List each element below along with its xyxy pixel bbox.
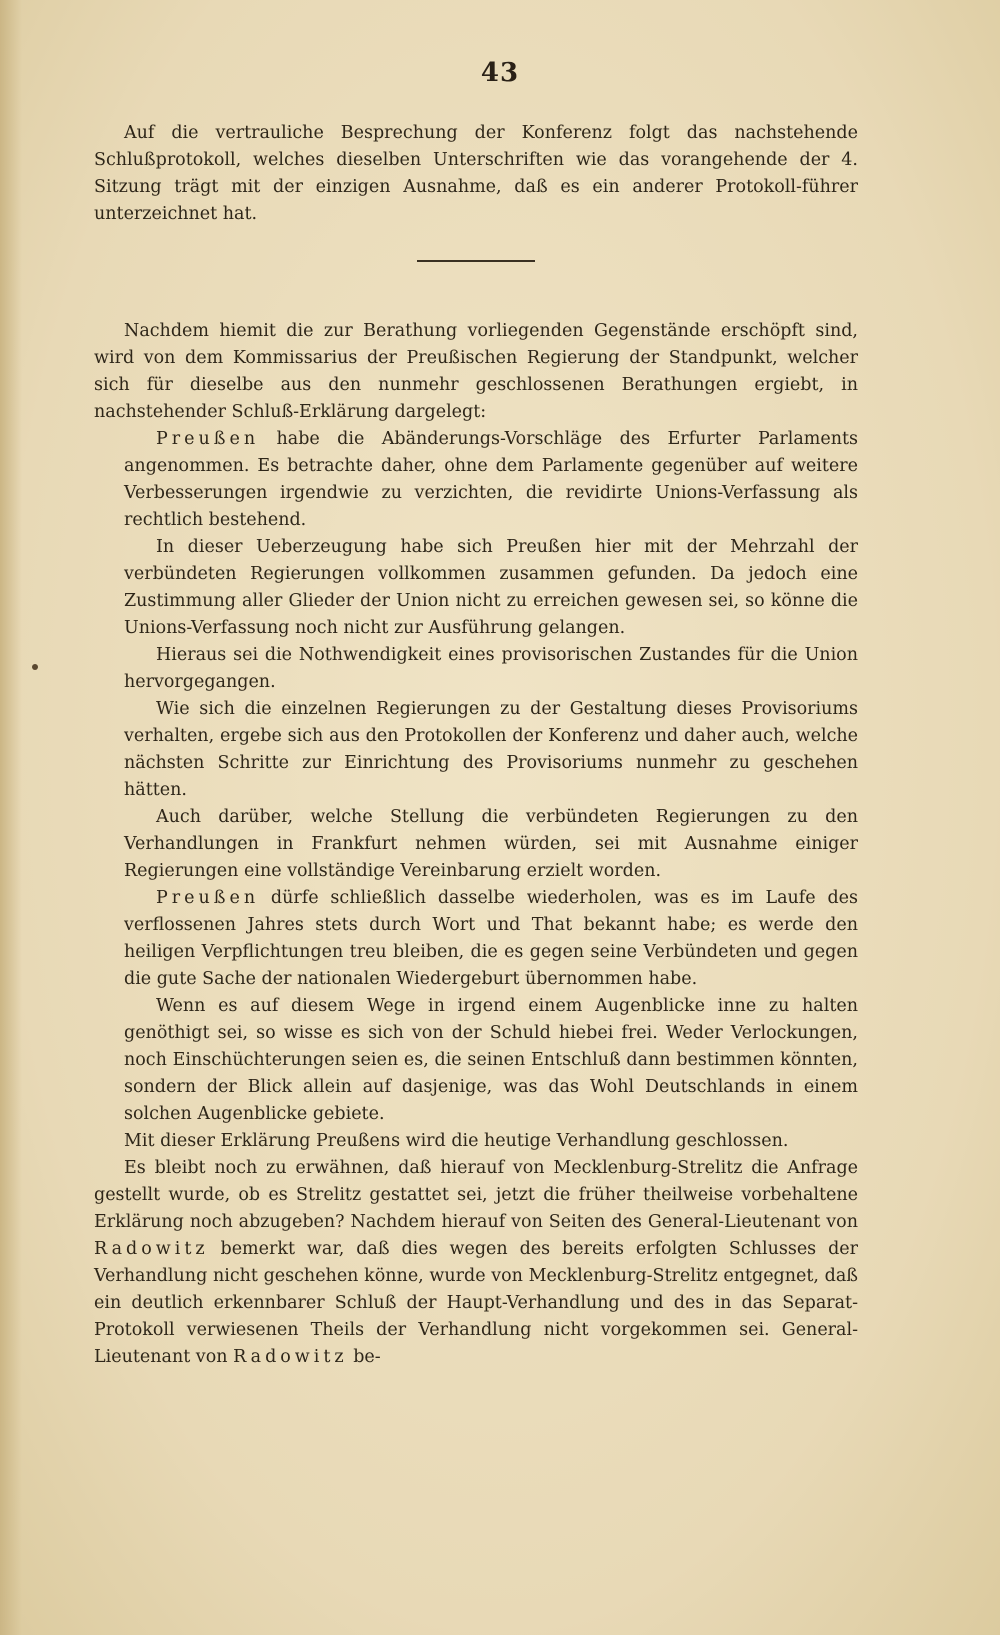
paragraph-mit-dieser: Mit dieser Erklärung Preußens wird die heutige Verhandlung geschlossen. — [124, 1131, 789, 1151]
paragraph-wenn: Wenn es auf diesem Wege in irgend einem Augenblicke inne zu halten genöthigt sei, so wisse es sich von der Schuld hiebei frei. Weder Verlockungen, noch Einschüchterungen seien es, die seinen Entschluß dann bestimmen könnten, sondern der Blick allein auf dasjenige, was das Wohl Deutschlands in einem solchen Augenblicke gebiete. — [124, 996, 858, 1124]
spaced-name-preussen: Preußen — [156, 888, 260, 908]
intro-paragraph: Auf die vertrauliche Besprechung der Konferenz folgt das nachstehende Schlußprotokoll, welches dieselben Unterschriften wie das vorangehende der 4. Sitzung trägt mit der einzigen Ausnahme, daß es ein anderer Protokoll-führer unterzeichnet hat. — [94, 123, 858, 224]
declaration-block — [94, 426, 858, 1128]
paragraph-hieraus: Hieraus sei die Nothwendigkeit eines provisorischen Zustandes für die Union hervorgegangen. — [124, 645, 858, 692]
paragraph-text: Es bleibt noch zu erwähnen, daß hierauf von Mecklenburg-Strelitz die Anfrage gestellt wurde, ob es Strelitz gestattet sei, jetzt die früher theilweise vorbehaltene Erklärung noch abzugeben? Nachdem hierauf von Seiten des General-Lieutenant von — [94, 1158, 858, 1232]
paragraph-nachdem: Nachdem hiemit die zur Berathung vorliegenden Gegenstände erschöpft sind, wird von dem Kommissarius der Preußischen Regierung der Standpunkt, welcher sich für dieselbe aus den nunmehr geschlossenen Berathungen ergiebt, in nachstehender Schluß-Erklärung dargelegt: — [94, 321, 858, 422]
paragraph-text: be- — [347, 1347, 381, 1367]
paragraph-strelitz — [94, 1155, 858, 1371]
paragraph-frankfurt: Auch darüber, welche Stellung die verbündeten Regierungen zu den Verhandlungen in Frankfurt nehmen würden, sei mit Ausnahme einiger Regierungen eine vollständige Vereinbarung erzielt worden. — [124, 807, 858, 881]
page-text — [94, 120, 858, 1371]
paragraph-ueberzeugung: In dieser Ueberzeugung habe sich Preußen hier mit der Mehrzahl der verbündeten Regierungen vollkommen zusammen gefunden. Da jedoch eine Zustimmung aller Glieder der Union nicht zu erreichen gewesen sei, so könne die Unions-Verfassung noch nicht zur Ausführung gelangen. — [124, 537, 858, 638]
spaced-name-preussen: Preußen — [156, 429, 260, 449]
spaced-name-radowitz: Radowitz — [233, 1347, 348, 1367]
paragraph-preussen-abaenderung — [124, 426, 858, 534]
paragraph-text: habe die Abänderungs-Vorschläge des Erfurter Parlaments angenommen. Es betrachte daher, ohne dem Parlamente gegenüber auf weitere Verbesserungen irgendwie zu verzichten, die revidirte Unions-Verfassung als rechtlich bestehend. — [124, 429, 858, 530]
page-gutter-shadow — [0, 0, 22, 1635]
margin-ink-dot — [32, 664, 38, 670]
section-separator-rule — [417, 260, 535, 262]
paragraph-preussen-schluss — [124, 885, 858, 993]
paragraph-provisorium: Wie sich die einzelnen Regierungen zu der Gestaltung dieses Provisoriums verhalten, ergebe sich aus den Protokollen der Konferenz und daher auch, welche nächsten Schritte zur Einrichtung des Provisoriums nunmehr zu geschehen hätten. — [124, 699, 858, 800]
page-number: 43 — [480, 58, 520, 88]
paragraph-text: bemerkt war, daß dies wegen des bereits erfolgten Schlusses der Verhandlung nicht geschehen könne, wurde von Mecklenburg-Strelitz entgegnet, daß ein deutlich erkennbarer Schluß der Haupt-Verhandlung und des in das Separat-Protokoll verwiesenen Theils der Verhandlung nicht vorgekommen sei. General-Lieutenant von — [94, 1239, 858, 1367]
spaced-name-radowitz: Radowitz — [94, 1239, 209, 1259]
paragraph-text: dürfe schließlich dasselbe wiederholen, was es im Laufe des verflossenen Jahres stets durch Wort und That bekannt habe; es werde den heiligen Verpflichtungen treu bleiben, die es gegen seine Verbündeten und gegen die gute Sache der nationalen Wiedergeburt übernommen habe. — [124, 888, 858, 989]
